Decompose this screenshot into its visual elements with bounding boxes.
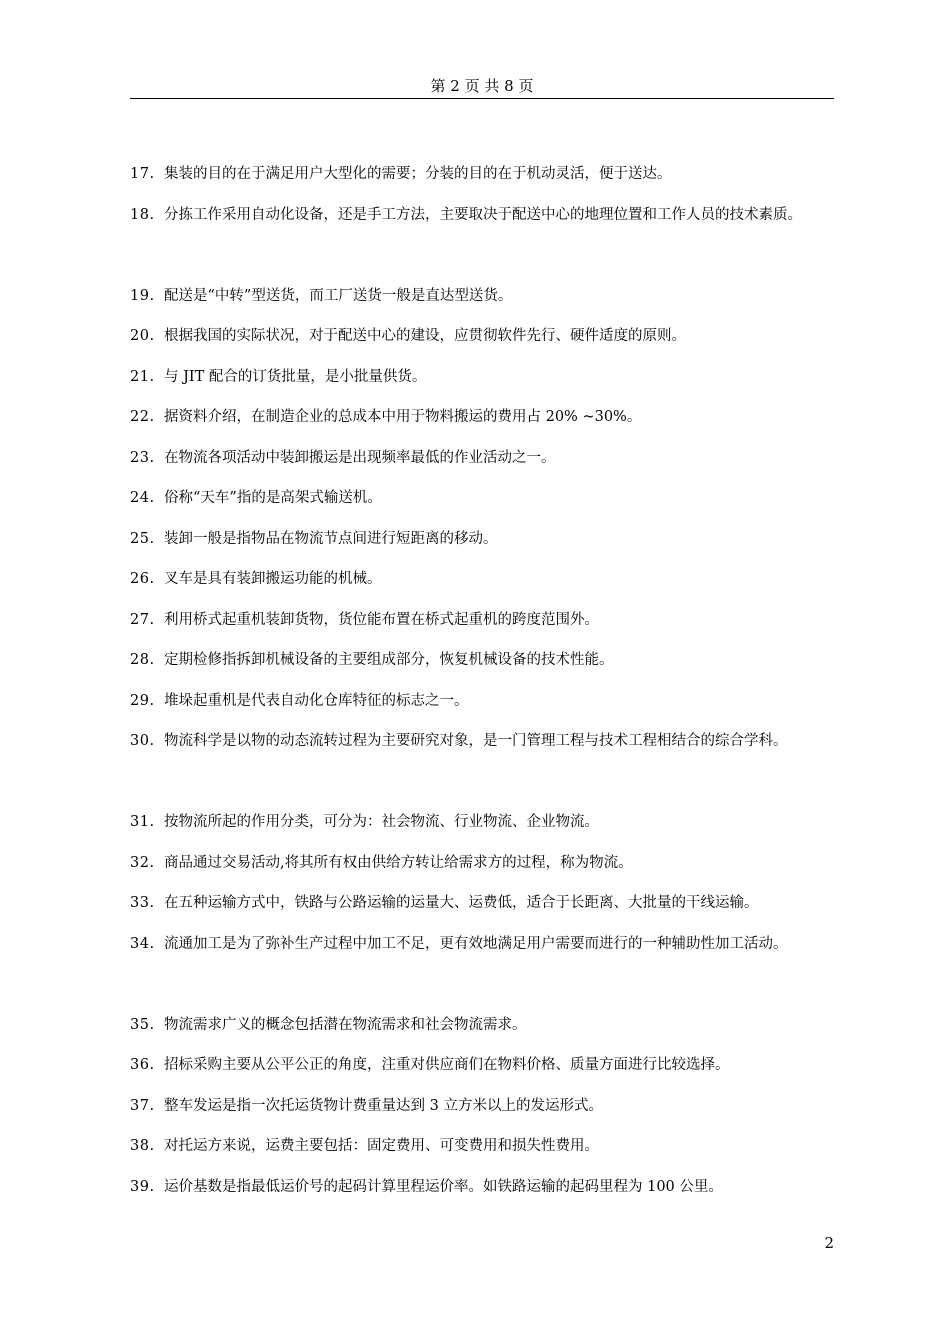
list-item bbox=[130, 154, 840, 195]
page-header-label: 第 2 页 共 8 页 bbox=[430, 77, 534, 95]
item-text: 物流需求广义的概念包括潜在物流需求和社会物流需求。 bbox=[164, 1016, 527, 1033]
item-number: 27. bbox=[130, 611, 155, 628]
item-number: 17. bbox=[130, 166, 155, 182]
item-number: 37. bbox=[130, 1097, 155, 1114]
item-text: 商品通过交易活动,将其所有权由供给方转让给需求方的过程，称为物流。 bbox=[164, 854, 633, 871]
item-number: 36. bbox=[130, 1057, 155, 1073]
item-number: 31. bbox=[130, 814, 155, 830]
item-number: 25. bbox=[130, 530, 155, 547]
item-number: 33. bbox=[130, 895, 155, 911]
item-number: 39. bbox=[130, 1178, 155, 1195]
item-number: 29. bbox=[130, 692, 155, 709]
list-item bbox=[130, 843, 840, 884]
list-item bbox=[130, 721, 840, 802]
item-text: 利用桥式起重机装卸货物，货位能布置在桥式起重机的跨度范围外。 bbox=[164, 611, 599, 628]
item-text: 分拣工作采用自动化设备，还是手工方法，主要取决于配送中心的地理位置和工作人员的技术素质。 bbox=[164, 206, 802, 223]
list-item bbox=[130, 478, 840, 519]
list-item bbox=[130, 559, 840, 600]
list-item bbox=[130, 397, 840, 438]
list-item bbox=[130, 802, 840, 843]
list-item bbox=[130, 1045, 840, 1086]
item-number: 22. bbox=[130, 409, 155, 425]
page-header bbox=[130, 76, 834, 96]
item-text: 配送是“中转”型送货，而工厂送货一般是直达型送货。 bbox=[164, 287, 513, 304]
list-item bbox=[130, 1086, 840, 1127]
item-text: 集装的目的在于满足用户大型化的需要；分装的目的在于机动灵活，便于送达。 bbox=[164, 166, 672, 182]
item-number: 35. bbox=[130, 1016, 155, 1033]
list-item bbox=[130, 1167, 840, 1208]
list-item bbox=[130, 1005, 840, 1046]
item-text: 叉车是具有装卸搬运功能的机械。 bbox=[164, 571, 382, 587]
list-item bbox=[130, 519, 840, 560]
item-number: 21. bbox=[130, 368, 155, 385]
item-text: 与 JIT 配合的订货批量，是小批量供货。 bbox=[164, 368, 427, 385]
list-item bbox=[130, 438, 840, 479]
item-number: 20. bbox=[130, 328, 155, 344]
item-text: 俗称“天车”指的是高架式输送机。 bbox=[164, 490, 382, 506]
item-number: 28. bbox=[130, 652, 155, 668]
page-number: 2 bbox=[824, 1234, 834, 1252]
item-text: 按物流所起的作用分类，可分为：社会物流、行业物流、企业物流。 bbox=[164, 814, 599, 830]
list-item bbox=[130, 1126, 840, 1167]
item-text: 装卸一般是指物品在物流节点间进行短距离的移动。 bbox=[164, 530, 498, 547]
item-number: 30. bbox=[130, 733, 155, 749]
item-text: 定期检修指拆卸机械设备的主要组成部分，恢复机械设备的技术性能。 bbox=[164, 652, 614, 668]
statement-list bbox=[130, 154, 840, 1207]
item-number: 26. bbox=[130, 571, 155, 587]
item-text: 物流科学是以物的动态流转过程为主要研究对象，是一门管理工程与技术工程相结合的综合学科。 bbox=[164, 733, 788, 749]
item-text: 根据我国的实际状况，对于配送中心的建设，应贯彻软件先行、硬件适度的原则。 bbox=[164, 328, 686, 344]
item-number: 34. bbox=[130, 935, 155, 952]
item-text: 流通加工是为了弥补生产过程中加工不足，更有效地满足用户需要而进行的一种辅助性加工活动。 bbox=[164, 935, 788, 952]
list-item bbox=[130, 316, 840, 357]
list-item bbox=[130, 640, 840, 681]
item-text: 据资料介绍，在制造企业的总成本中用于物料搬运的费用占 20% ~30%。 bbox=[164, 409, 642, 425]
item-text: 整车发运是指一次托运货物计费重量达到 3 立方米以上的发运形式。 bbox=[164, 1097, 603, 1114]
item-number: 23. bbox=[130, 449, 155, 466]
header-divider bbox=[130, 98, 834, 99]
item-number: 18. bbox=[130, 206, 155, 223]
list-item bbox=[130, 276, 840, 317]
item-text: 招标采购主要从公平公正的角度，注重对供应商们在物料价格、质量方面进行比较选择。 bbox=[164, 1057, 730, 1073]
item-number: 24. bbox=[130, 490, 155, 506]
item-text: 对托运方来说，运费主要包括：固定费用、可变费用和损失性费用。 bbox=[164, 1138, 599, 1154]
item-text: 运价基数是指最低运价号的起码计算里程运价率。如铁路运输的起码里程为 100 公里。 bbox=[164, 1178, 723, 1195]
list-item bbox=[130, 883, 840, 924]
list-item bbox=[130, 195, 840, 276]
item-text: 在物流各项活动中装卸搬运是出现频率最低的作业活动之一。 bbox=[164, 449, 556, 466]
item-number: 19. bbox=[130, 287, 155, 304]
list-item bbox=[130, 357, 840, 398]
list-item bbox=[130, 681, 840, 722]
item-number: 32. bbox=[130, 854, 155, 871]
list-item bbox=[130, 600, 840, 641]
item-number: 38. bbox=[130, 1138, 155, 1154]
list-item bbox=[130, 924, 840, 1005]
item-text: 在五种运输方式中，铁路与公路运输的运量大、运费低，适合于长距离、大批量的干线运输。 bbox=[164, 895, 759, 911]
item-text: 堆垛起重机是代表自动化仓库特征的标志之一。 bbox=[164, 692, 469, 709]
